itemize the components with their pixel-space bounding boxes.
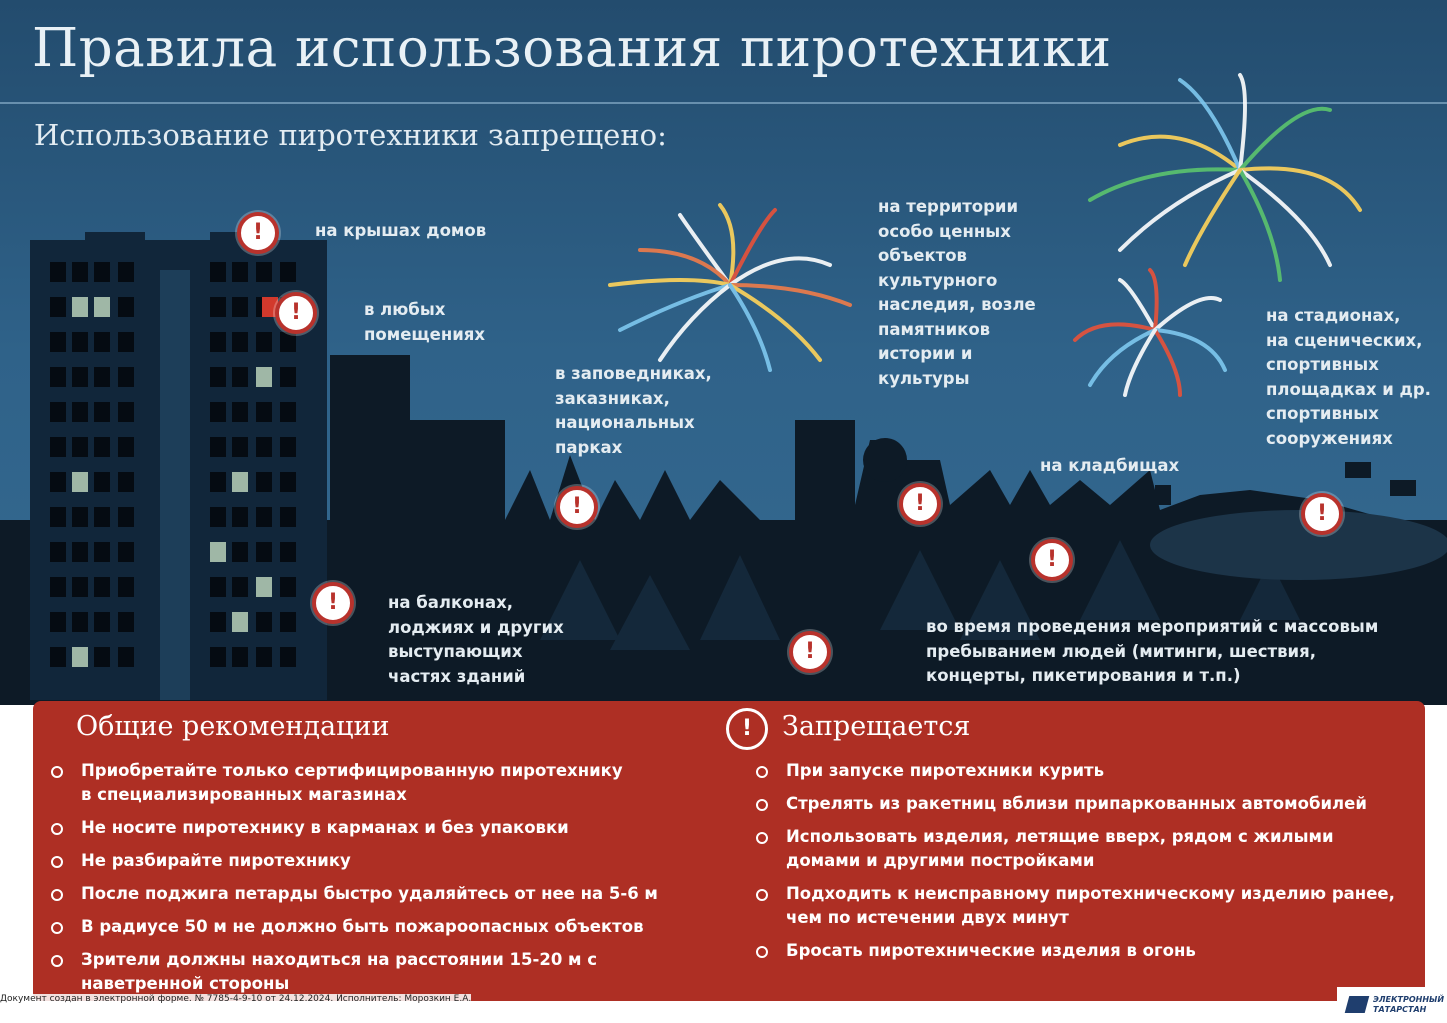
window	[256, 612, 272, 632]
window	[256, 507, 272, 527]
list-item: Не разбирайте пиротехнику	[51, 849, 711, 873]
window	[72, 262, 88, 282]
list-item: Приобретайте только сертифицированную пиротехнику в специализированных магазинах	[51, 759, 711, 807]
window	[72, 402, 88, 422]
window	[280, 367, 296, 387]
list-item: Зрители должны находиться на расстоянии 15-20 м с наветренной стороны	[51, 948, 711, 996]
window	[50, 262, 66, 282]
window	[72, 472, 88, 492]
window	[256, 647, 272, 667]
window	[94, 577, 110, 597]
document-footer: Документ создан в электронной форме. № 7785-4-9-10 от 24.12.2024. Исполнитель: Морозкин Е.А.	[0, 994, 472, 1004]
list-item: При запуске пиротехники курить	[756, 759, 1416, 783]
warning-icon: !	[312, 582, 354, 624]
window	[210, 507, 226, 527]
window	[118, 542, 134, 562]
logo-line-2: ТАТАРСТАН	[1373, 1005, 1427, 1014]
window	[232, 367, 248, 387]
window	[50, 402, 66, 422]
window	[210, 367, 226, 387]
window	[118, 612, 134, 632]
label-roofs: на крышах домов	[315, 221, 487, 240]
forbidden-heading: Запрещается	[782, 711, 971, 742]
window	[280, 507, 296, 527]
window	[118, 437, 134, 457]
window	[118, 367, 134, 387]
window	[50, 647, 66, 667]
window	[280, 577, 296, 597]
label-cemeteries: на кладбищах	[1040, 456, 1180, 475]
window	[94, 402, 110, 422]
label-heritage: на территории особо ценных объектов культурного наследия, возле памятников истории и культуры	[878, 197, 1036, 388]
window	[256, 367, 272, 387]
window	[118, 402, 134, 422]
window	[72, 542, 88, 562]
window	[50, 542, 66, 562]
recommendations-panel	[33, 701, 1425, 1001]
window	[94, 507, 110, 527]
window	[210, 647, 226, 667]
window	[210, 437, 226, 457]
window	[210, 332, 226, 352]
window	[50, 612, 66, 632]
window	[118, 577, 134, 597]
warning-icon: !	[1301, 493, 1343, 535]
window	[256, 577, 272, 597]
list-item: После поджига петарды быстро удаляйтесь от нее на 5-6 м	[51, 882, 711, 906]
window	[280, 647, 296, 667]
window	[118, 332, 134, 352]
window	[50, 472, 66, 492]
window	[94, 542, 110, 562]
logo-line-1: ЭЛЕКТРОННЫЙ	[1373, 995, 1445, 1004]
window	[232, 507, 248, 527]
window	[118, 262, 134, 282]
list-item: Использовать изделия, летящие вверх, рядом с жилыми домами и другими постройками	[756, 825, 1416, 873]
window	[256, 262, 272, 282]
window	[232, 402, 248, 422]
forbidden-warning-icon: !	[726, 708, 768, 750]
window	[232, 332, 248, 352]
window	[210, 472, 226, 492]
window	[94, 437, 110, 457]
warning-icon: !	[899, 483, 941, 525]
window	[232, 437, 248, 457]
window	[232, 612, 248, 632]
window	[280, 472, 296, 492]
window	[72, 647, 88, 667]
window	[256, 332, 272, 352]
window	[280, 262, 296, 282]
window	[280, 612, 296, 632]
window	[280, 332, 296, 352]
window	[118, 507, 134, 527]
window	[50, 437, 66, 457]
window	[256, 437, 272, 457]
window	[256, 402, 272, 422]
window	[232, 472, 248, 492]
window	[210, 542, 226, 562]
window	[256, 472, 272, 492]
warning-icon: !	[237, 212, 279, 254]
window	[280, 437, 296, 457]
window	[72, 297, 88, 317]
label-stadiums: на стадионах, на сценических, спортивных площадках и др. спортивных сооружениях	[1266, 306, 1431, 448]
electronic-tatarstan-logo	[1337, 987, 1447, 1023]
window	[210, 402, 226, 422]
window	[50, 367, 66, 387]
window	[72, 612, 88, 632]
warning-icon: !	[1031, 539, 1073, 581]
window	[94, 367, 110, 387]
window	[118, 647, 134, 667]
window	[280, 542, 296, 562]
window	[72, 367, 88, 387]
warning-icon: !	[275, 292, 317, 334]
general-recommendations-list	[51, 759, 711, 996]
label-mass-events: во время проведения мероприятий с массовым пребыванием людей (митинги, шествия, концерты, пикетирования и т.п.)	[926, 617, 1379, 685]
window	[210, 612, 226, 632]
window	[94, 262, 110, 282]
label-reserves: в заповедниках, заказниках, национальных парках	[555, 364, 712, 457]
window	[232, 542, 248, 562]
list-item: Бросать пиротехнические изделия в огонь	[756, 939, 1416, 963]
window	[72, 332, 88, 352]
window	[232, 297, 248, 317]
window	[232, 647, 248, 667]
logo-mark-icon	[1345, 996, 1370, 1013]
window	[232, 262, 248, 282]
warning-icon: !	[556, 486, 598, 528]
page-title: Правила использования пиротехники	[32, 18, 1112, 79]
window	[232, 577, 248, 597]
label-balconies: на балконах, лоджиях и других выступающих частях зданий	[388, 593, 564, 686]
stadium	[1150, 510, 1447, 580]
window	[210, 297, 226, 317]
window	[94, 612, 110, 632]
window	[94, 332, 110, 352]
window	[72, 507, 88, 527]
general-recommendations-heading: Общие рекомендации	[76, 711, 390, 742]
window	[94, 297, 110, 317]
window	[50, 297, 66, 317]
list-item: Подходить к неисправному пиротехническому изделию ранее, чем по истечении двух минут	[756, 882, 1416, 930]
warning-icon: !	[789, 631, 831, 673]
window	[118, 297, 134, 317]
window	[50, 577, 66, 597]
page-subtitle: Использование пиротехники запрещено:	[34, 118, 667, 152]
list-item: Стрелять из ракетниц вблизи припаркованных автомобилей	[756, 792, 1416, 816]
forbidden-list	[756, 759, 1416, 963]
window	[94, 647, 110, 667]
window	[94, 472, 110, 492]
list-item: Не носите пиротехнику в карманах и без упаковки	[51, 816, 711, 840]
window	[72, 437, 88, 457]
window	[210, 262, 226, 282]
window	[72, 577, 88, 597]
window	[118, 472, 134, 492]
list-item: В радиусе 50 м не должно быть пожароопасных объектов	[51, 915, 711, 939]
window	[210, 577, 226, 597]
window	[50, 507, 66, 527]
window	[280, 402, 296, 422]
label-indoors: в любых помещениях	[364, 300, 486, 344]
window	[256, 542, 272, 562]
window	[50, 332, 66, 352]
